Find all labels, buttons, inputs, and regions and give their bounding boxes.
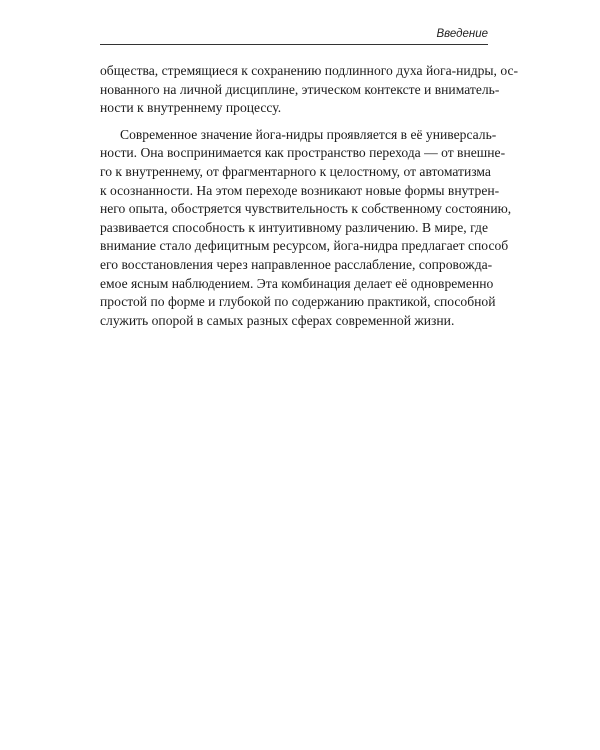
paragraph-2 [100, 126, 512, 331]
text-line: его восстановления через направленное расслабление, сопровожда- [100, 256, 493, 272]
text-line: емое ясным наблюдением. Эта комбинация делает её одновременно [100, 275, 494, 291]
text-line: развивается способность к интуитивному различению. В мире, где [100, 219, 488, 235]
text-line: го к внутреннему, от фрагментарного к целостному, от автоматизма [100, 163, 491, 179]
text-line: него опыта, обостряется чувствительность к собственному состоянию, [100, 201, 512, 217]
header-rule [100, 44, 488, 45]
paragraph-spacer [100, 118, 488, 126]
text-line: общества, стремящиеся к сохранению подлинного духа йога-нидры, ос- [100, 63, 519, 78]
text-line: служить опорой в самых разных сферах современной жизни. [100, 312, 455, 328]
running-head-section-title: Введение [436, 28, 488, 40]
text-line: простой по форме и глубокой по содержанию практикой, способной [100, 294, 496, 310]
body-text [100, 62, 519, 330]
paragraph-1 [100, 62, 519, 118]
text-line: нованного на личной дисциплине, этическом контексте и вниматель- [100, 81, 500, 97]
text-line: ности. Она воспринимается как пространство перехода — от внешне- [100, 145, 506, 161]
text-line: Современное значение йога-нидры проявляется в её универсаль- [120, 126, 497, 142]
text-line: к осознанности. На этом переходе возникают новые формы внутрен- [100, 182, 500, 198]
text-line: внимание стало дефицитным ресурсом, йога-нидра предлагает способ [100, 238, 509, 254]
text-line: ности к внутреннему процессу. [100, 100, 282, 116]
